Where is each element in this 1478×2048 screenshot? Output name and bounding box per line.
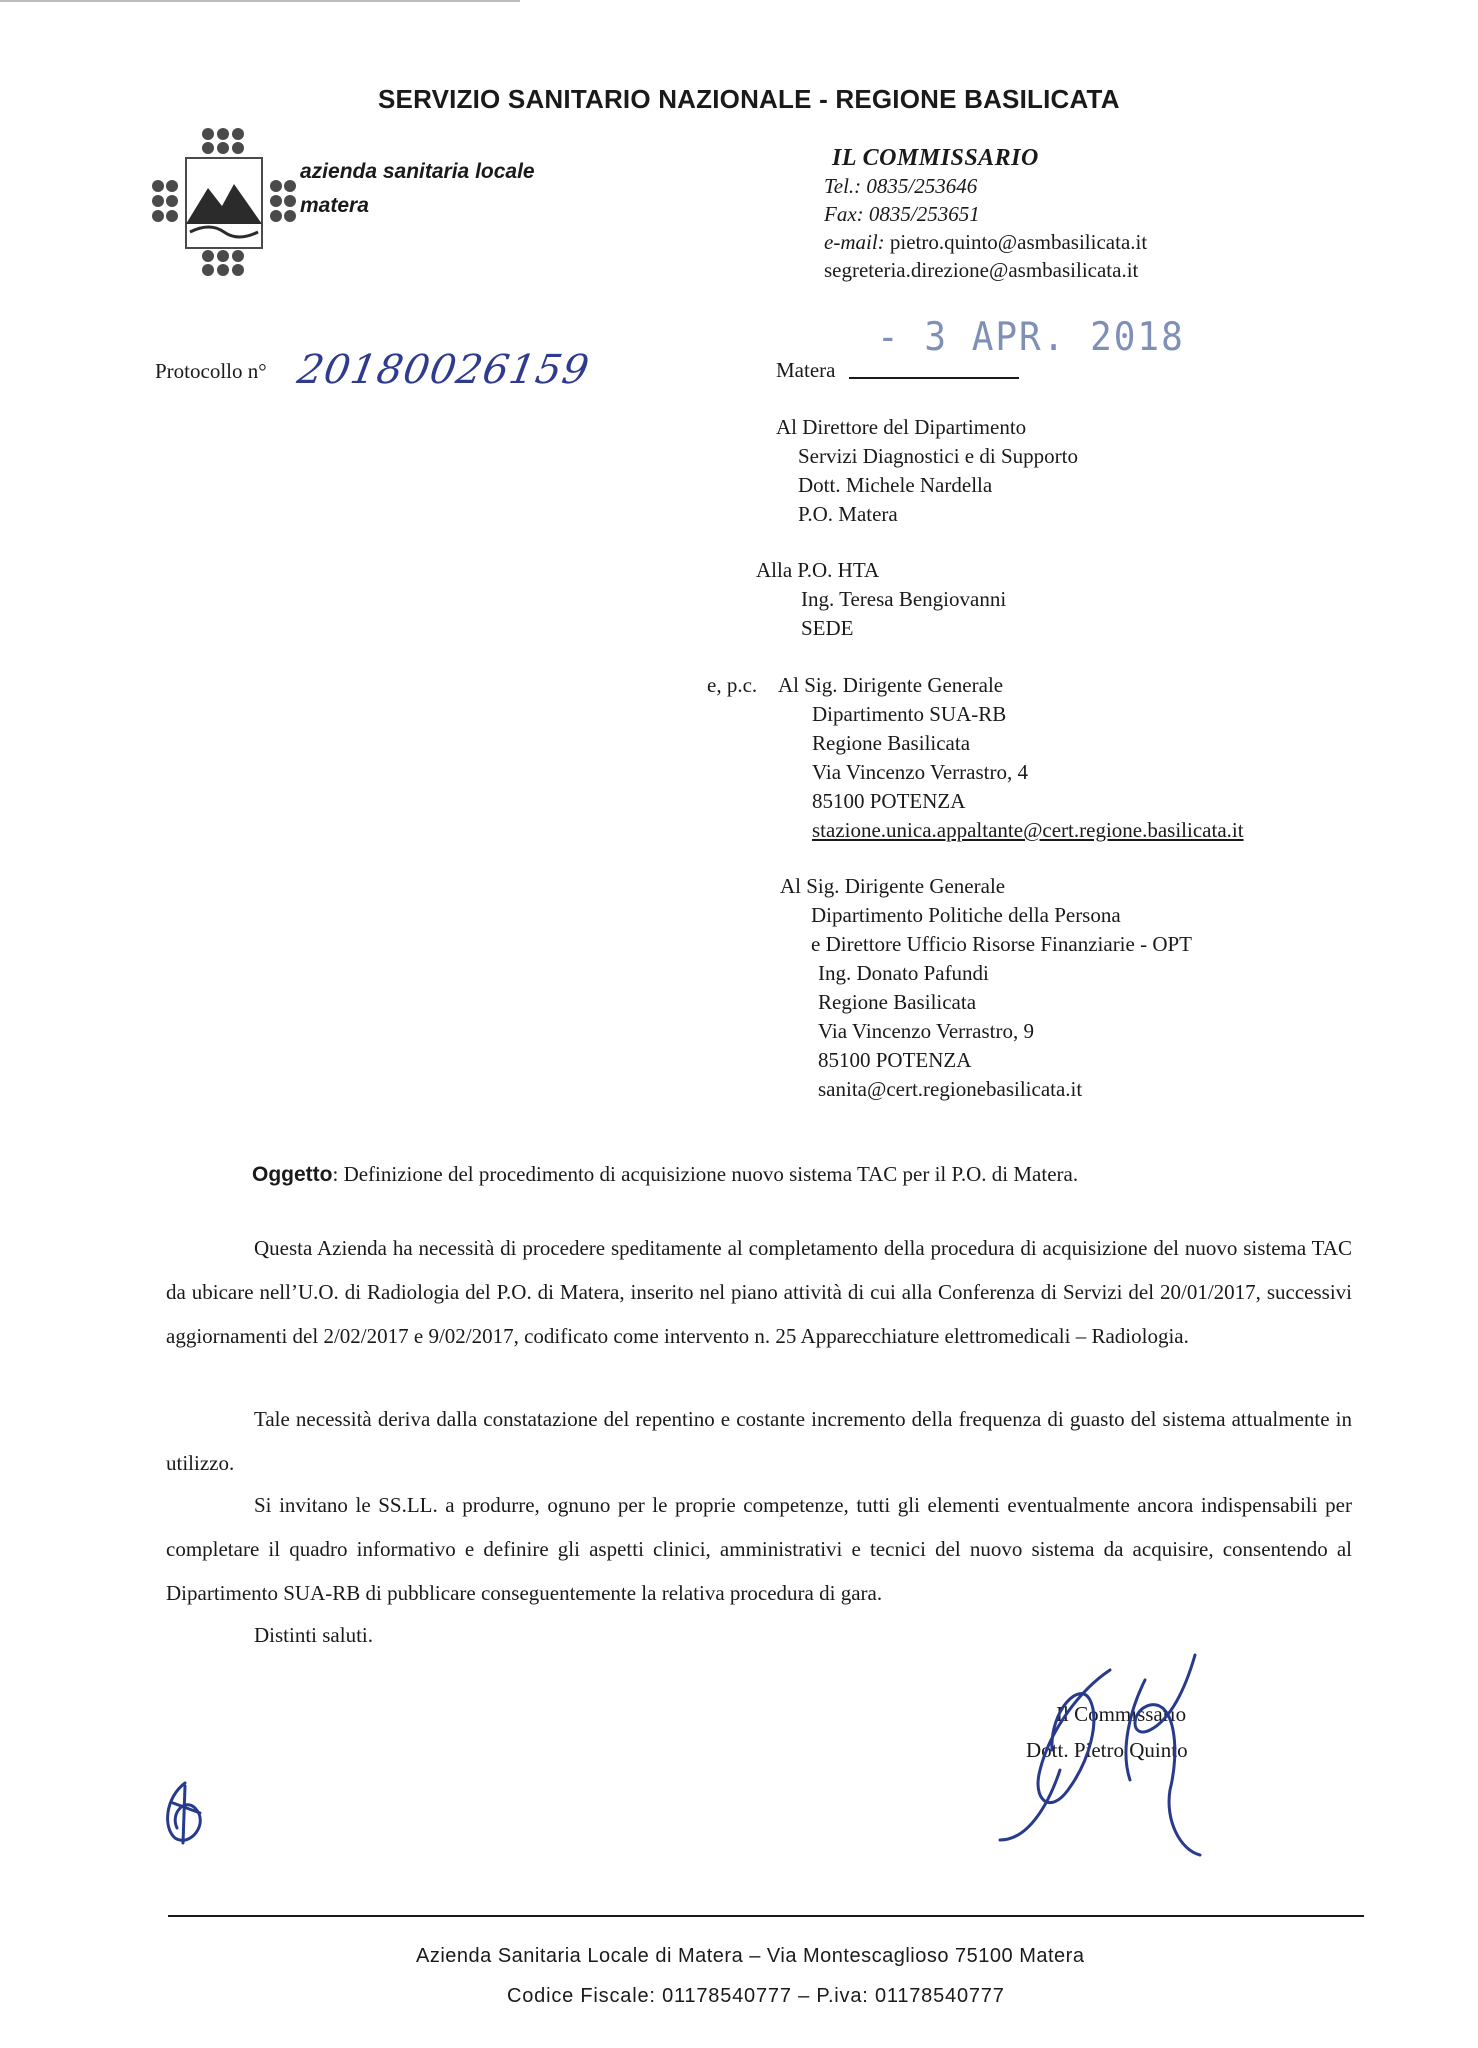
closing-salutation: Distinti saluti. <box>254 1623 374 1647</box>
cc-label: e, p.c. <box>707 673 758 697</box>
signature-name: Dott. Pietro Quinto <box>1026 1738 1188 1762</box>
date-blank-rule <box>849 377 1019 379</box>
recipient-3 <box>778 671 1244 845</box>
signature-title: Il Commissario <box>1056 1702 1187 1726</box>
recipient-3-line-2: Dipartimento SUA-RB <box>812 702 1007 726</box>
recipient-4-line-5: Regione Basilicata <box>818 990 977 1014</box>
recipient-4-line-1: Al Sig. Dirigente Generale <box>780 874 1006 898</box>
recipient-2-line-3: SEDE <box>801 616 854 640</box>
tel-value: 0835/253646 <box>866 174 978 198</box>
email-label: e-mail: <box>824 230 885 254</box>
email-1: pietro.quinto@asmbasilicata.it <box>889 230 1148 254</box>
recipient-1-line-2: Servizi Diagnostici e di Supporto <box>798 444 1078 468</box>
logo-line-1: azienda sanitaria locale <box>300 160 535 183</box>
commissario-contact-block <box>824 144 1148 284</box>
recipient-1 <box>776 413 1078 529</box>
recipient-4-line-2: Dipartimento Politiche della Persona <box>811 903 1121 927</box>
body-paragraph-3-block <box>166 1483 1352 1615</box>
logo-text <box>300 155 535 223</box>
asl-matera-logo <box>150 126 300 281</box>
recipient-3-line-3: Regione Basilicata <box>812 731 971 755</box>
tel-label: Tel.: <box>824 174 862 198</box>
footer-rule <box>168 1915 1364 1917</box>
recipient-4-email: sanita@cert.regionebasilicata.it <box>818 1077 1083 1101</box>
recipient-2-line-2: Ing. Teresa Bengiovanni <box>801 587 1007 611</box>
subject-line <box>252 1162 1078 1187</box>
date-stamp: - 3 APR. 2018 <box>877 314 1185 361</box>
fax-value: 0835/253651 <box>868 202 980 226</box>
body-paragraph-2-block <box>166 1397 1352 1485</box>
recipient-4-line-7: 85100 POTENZA <box>818 1048 972 1072</box>
fax-label: Fax: <box>824 202 864 226</box>
subject-label: Oggetto <box>252 1163 333 1186</box>
logo-line-2: matera <box>300 194 369 217</box>
recipient-3-line-1: Al Sig. Dirigente Generale <box>778 673 1004 697</box>
email-2: segreteria.direzione@asmbasilicata.it <box>824 258 1139 282</box>
recipient-2-line-1: Alla P.O. HTA <box>756 558 880 582</box>
recipient-1-line-3: Dott. Michele Nardella <box>798 473 993 497</box>
recipient-4-line-4: Ing. Donato Pafundi <box>818 961 989 985</box>
recipient-3-email-link[interactable]: stazione.unica.appaltante@cert.regione.basilicata.it <box>812 818 1244 842</box>
recipient-4 <box>780 872 1192 1104</box>
top-edge-rule <box>0 0 520 2</box>
body-paragraph-3: Si invitano le SS.LL. a produrre, ognuno per le proprie competenze, tutti gli elementi eventualmente ancora indispensabili per completare il quadro informativo e definire gli aspetti clinici, amministrativi e tecnici del nuovo sistema da acquisire, consentendo al Dipartimento SUA-RB di pubblicare conseguentemente la relativa procedura di gara. <box>166 1493 1352 1605</box>
body-paragraph-2: Tale necessità deriva dalla constatazione del repentino e costante incremento della frequenza di guasto del sistema attualmente in utilizzo. <box>166 1407 1352 1475</box>
recipient-3-line-5: 85100 POTENZA <box>812 789 966 813</box>
handwritten-signature <box>980 1650 1230 1860</box>
body-paragraph-1-block <box>166 1226 1352 1358</box>
recipient-4-line-3: e Direttore Ufficio Risorse Finanziarie - OPT <box>811 932 1193 956</box>
commissario-title: IL COMMISSARIO <box>832 145 1039 171</box>
protocol-number-handwritten: 20180026159 <box>293 347 594 393</box>
protocol-label: Protocollo n° <box>155 359 267 383</box>
place-label: Matera <box>776 358 836 382</box>
header-title: SERVIZIO SANITARIO NAZIONALE - REGIONE BASILICATA <box>378 84 1120 114</box>
handwritten-initials <box>155 1778 215 1848</box>
recipient-1-line-4: P.O. Matera <box>798 502 898 526</box>
recipient-1-line-1: Al Direttore del Dipartimento <box>776 415 1027 439</box>
body-paragraph-1: Questa Azienda ha necessità di procedere speditamente al completamento della procedura di acquisizione del nuovo sistema TAC da ubicare nell’U.O. di Radiologia del P.O. di Matera, inserito nel piano attività di cui alla Conferenza di Servizi del 20/01/2017, successivi aggiornamenti del 2/02/2017 e 9/02/2017, codificato come intervento n. 25 Apparecchiature elettromedicali – Radiologia. <box>166 1236 1352 1348</box>
subject-text: : Definizione del procedimento di acquisizione nuovo sistema TAC per il P.O. di Matera. <box>332 1162 1079 1186</box>
recipient-2 <box>756 556 1006 643</box>
recipient-3-line-4: Via Vincenzo Verrastro, 4 <box>812 760 1028 784</box>
recipient-4-line-6: Via Vincenzo Verrastro, 9 <box>818 1019 1034 1043</box>
footer-address: Azienda Sanitaria Locale di Matera – Via Montescaglioso 75100 Matera <box>416 1945 1085 1967</box>
footer-tax-ids: Codice Fiscale: 01178540777 – P.iva: 01178540777 <box>507 1985 1005 2007</box>
